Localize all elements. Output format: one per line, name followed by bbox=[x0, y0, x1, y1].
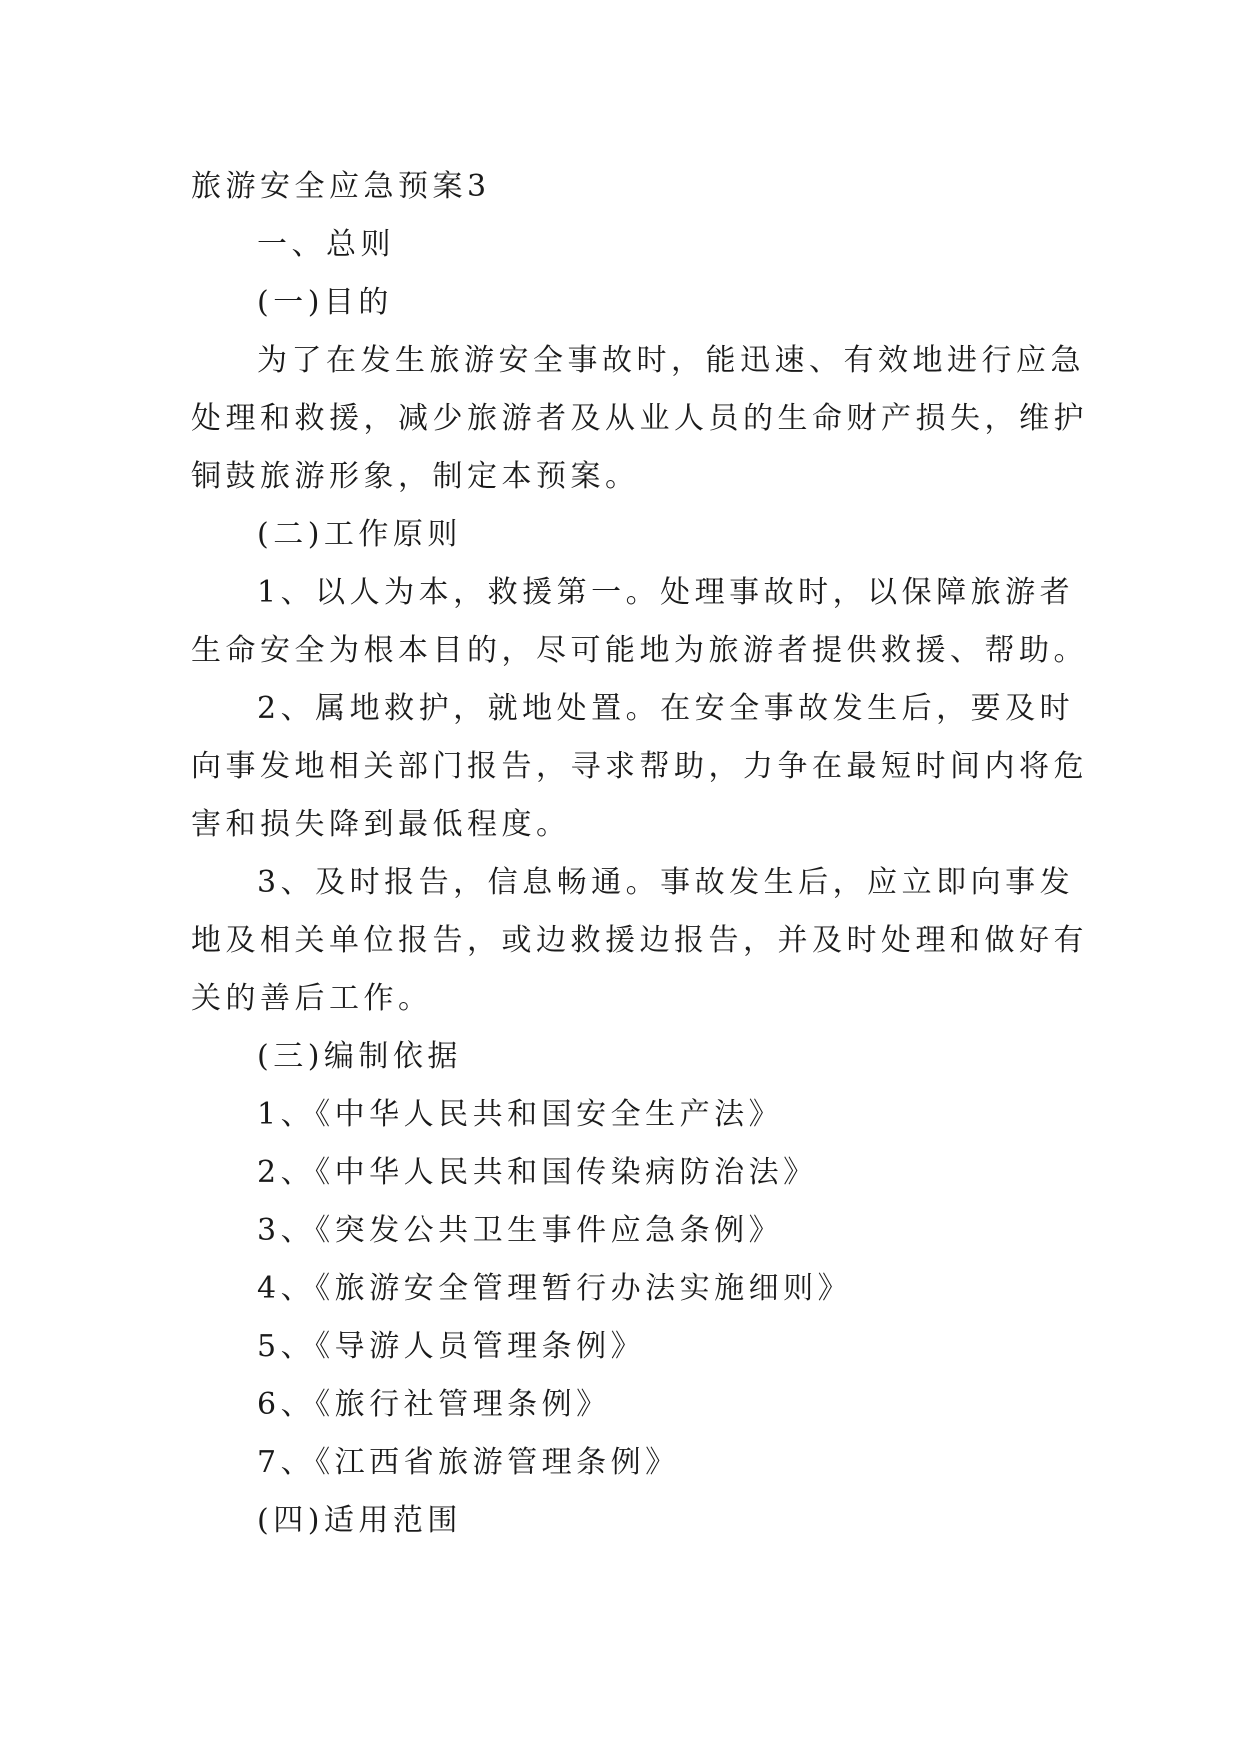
section-heading: 一、总则 bbox=[257, 227, 395, 262]
paragraph-line: 生命安全为根本目的，尽可能地为旅游者提供救援、帮助。 bbox=[191, 633, 1088, 668]
subsection-heading: (一)目的 bbox=[257, 285, 393, 320]
paragraph-line: 向事发地相关部门报告，寻求帮助，力争在最短时间内将危 bbox=[191, 749, 1088, 784]
paragraph-line: 3、及时报告，信息畅通。事故发生后，应立即向事发 bbox=[257, 865, 1075, 900]
paragraph-line: 处理和救援，减少旅游者及从业人员的生命财产损失，维护 bbox=[191, 401, 1088, 436]
paragraph-line: 为了在发生旅游安全事故时，能迅速、有效地进行应急 bbox=[257, 343, 1085, 378]
paragraph-line: 害和损失降到最低程度。 bbox=[191, 807, 571, 842]
list-item: 6、《旅行社管理条例》 bbox=[257, 1387, 611, 1422]
paragraph-line: 铜鼓旅游形象，制定本预案。 bbox=[191, 459, 640, 494]
paragraph-line: 关的善后工作。 bbox=[191, 981, 433, 1016]
subsection-heading: (三)编制依据 bbox=[257, 1039, 462, 1074]
paragraph-line: 2、属地救护，就地处置。在安全事故发生后，要及时 bbox=[257, 691, 1075, 726]
list-item: 4、《旅游安全管理暂行办法实施细则》 bbox=[257, 1271, 853, 1306]
paragraph-line: 地及相关单位报告，或边救援边报告，并及时处理和做好有 bbox=[191, 923, 1088, 958]
paragraph-line: 1、以人为本，救援第一。处理事故时，以保障旅游者 bbox=[257, 575, 1075, 610]
subsection-heading: (四)适用范围 bbox=[257, 1503, 462, 1538]
list-item: 3、《突发公共卫生事件应急条例》 bbox=[257, 1213, 784, 1248]
list-item: 7、《江西省旅游管理条例》 bbox=[257, 1445, 680, 1480]
list-item: 1、《中华人民共和国安全生产法》 bbox=[257, 1097, 784, 1132]
subsection-heading: (二)工作原则 bbox=[257, 517, 462, 552]
document-title: 旅游安全应急预案3 bbox=[191, 169, 491, 204]
list-item: 2、《中华人民共和国传染病防治法》 bbox=[257, 1155, 818, 1190]
document-body bbox=[191, 158, 1088, 1550]
list-item: 5、《导游人员管理条例》 bbox=[257, 1329, 646, 1364]
